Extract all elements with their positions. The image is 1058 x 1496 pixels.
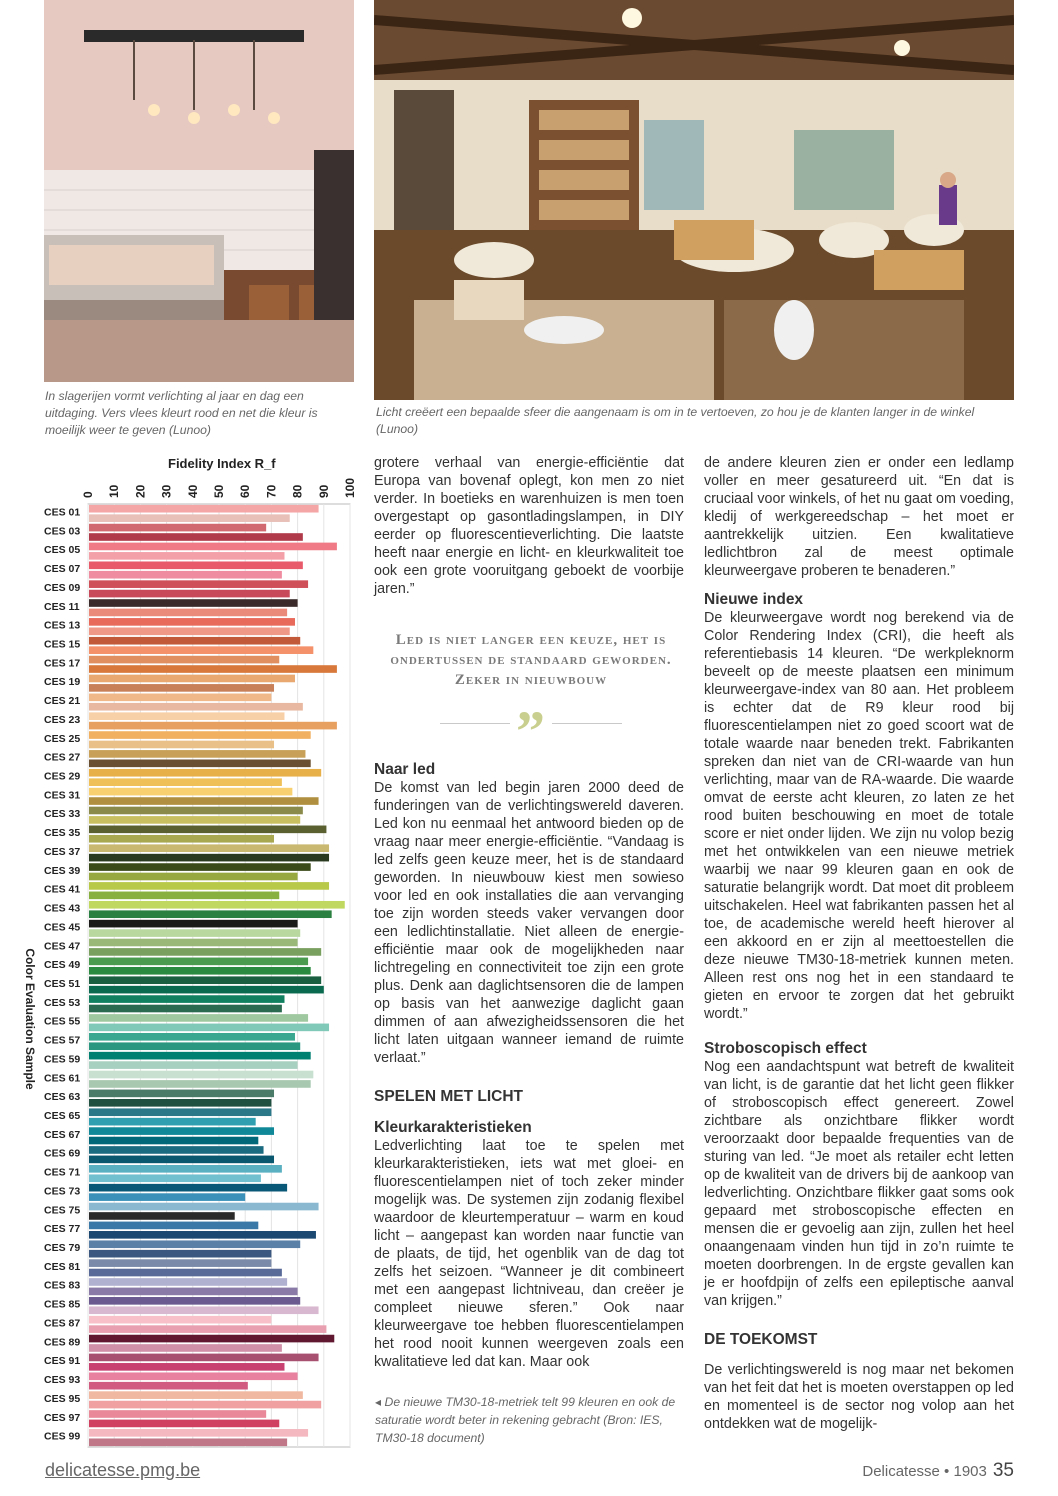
- column-3: [704, 454, 1014, 1433]
- row-label: CES 47: [44, 940, 81, 953]
- bar: [89, 807, 303, 815]
- bar: [89, 1401, 321, 1409]
- heading-stroboscopisch-effect: Stroboscopisch effect: [704, 1040, 867, 1057]
- page-number: 35: [992, 1460, 1014, 1481]
- row-label: CES 45: [44, 921, 81, 934]
- bar: [89, 1127, 274, 1135]
- col2-paragraph-1: grotere verhaal van energie-efficiëntie dat Europa van bovenaf oplegt, kon men zo niet verder. In boetieks en warenhuizen is men toen overgestapt op gasontladingslampen, in DIY eerder op fluorescentieverlichting. Die laatste heeft naar energie en licht- en kleurkwaliteit toe ook een grote vooruitgang geboekt de voorbije jaren.”: [374, 455, 684, 597]
- x-tick-label: 0: [81, 491, 95, 498]
- bar: [89, 514, 290, 522]
- bar: [89, 722, 337, 730]
- bar: [89, 637, 300, 645]
- bar: [89, 580, 308, 588]
- bar: [89, 1288, 298, 1296]
- bar: [89, 1118, 256, 1126]
- x-tick-label: 90: [316, 484, 331, 498]
- bar: [89, 694, 271, 702]
- pull-quote: Led is niet langer een keuze, het is ondertussen de standaard geworden. Zeker in nieuwbouw: [390, 632, 672, 688]
- bar: [89, 1344, 282, 1352]
- x-tick-label: 60: [238, 484, 253, 498]
- x-tick-label: 20: [133, 484, 148, 498]
- heading-kleurkarakteristieken: Kleurkarakteristieken: [374, 1119, 532, 1136]
- row-label: CES 01: [44, 506, 81, 519]
- heading-de-toekomst: DE TOEKOMST: [704, 1331, 818, 1348]
- bar: [89, 1316, 271, 1324]
- row-label: CES 57: [44, 1034, 81, 1047]
- row-label: CES 07: [44, 563, 81, 576]
- bar: [89, 1269, 282, 1277]
- row-label: CES 23: [44, 713, 81, 726]
- bar: [89, 627, 290, 635]
- row-label: CES 73: [44, 1185, 81, 1198]
- bar: [89, 1071, 313, 1079]
- row-label: CES 77: [44, 1223, 81, 1236]
- bar: [89, 1363, 285, 1371]
- bar: [89, 750, 305, 758]
- bar: [89, 561, 303, 569]
- bar: [89, 656, 279, 664]
- chart-title: Fidelity Index R_f: [168, 456, 276, 471]
- bar: [89, 1174, 261, 1182]
- row-label: CES 79: [44, 1242, 81, 1255]
- x-tick-label: 30: [159, 484, 174, 498]
- bar: [89, 1354, 319, 1362]
- bar: [89, 1193, 245, 1201]
- row-label: CES 09: [44, 581, 81, 594]
- row-label: CES 11: [44, 600, 80, 613]
- bar: [89, 1042, 300, 1050]
- bar: [89, 1325, 326, 1333]
- bar: [89, 976, 321, 984]
- bar: [89, 986, 324, 994]
- row-label: CES 65: [44, 1110, 81, 1123]
- col2-paragraph-2: De komst van led begin jaren 2000 deed de funderingen van de verlichtingswereld daveren. Led kon nu eenmaal het antwoord bieden op de vraag naar meer energie-efficiëntie. “Vandaag is led zelfs geen keuze meer, het is de standaard geworden. In nieuwbouw kiest men sowieso voor led en ook installaties die aan vervanging toe zijn worden steeds vaker vervangen door een ledlichtinstallatie. Niet alleen de energie-efficiëntie maar ook de mogelijkheden naar lichtregeling en connectiviteit toe zijn een grote plus. Denk aan daglichtsensoren die de lampen op basis van het aanwezige daglicht gaan dimmen of aan afwezigheidssensoren die het licht laten uitgaan wanneer iemand de ruimte verlaat.”: [374, 780, 684, 1066]
- row-label: CES 99: [44, 1430, 81, 1443]
- row-label: CES 27: [44, 751, 81, 764]
- bar: [89, 609, 287, 617]
- bar: [89, 1137, 258, 1145]
- bar: [89, 854, 329, 862]
- bar: [89, 684, 274, 692]
- row-label: CES 03: [44, 525, 81, 538]
- row-label: CES 41: [44, 883, 81, 896]
- col3-paragraph-2: De kleurweergave wordt nog berekend via de Color Rendering Index (CRI), die heeft als referentiebasis 14 kleuren. “De werkpleknorm beveelt op de meeste plaatsen een minimum kleurweergave-index van 80 aan. Het probleem is echter dat de R9 kleur rood bij fluorescentielampen niet zo goed scoort wat de totale waarde naar beneden trekt. Fabrikanten spreken dan niet van de CRI-waarde van hun verlichting, maar van de RA-waarde. Die waarde omvat de eerste acht kleuren, zo laten ze het rood buiten beschouwing en moet de totale score er niet onder lijden. We zijn nu volop bezig met het ontwikkelen van een nieuwe metriek waarbij we naar 99 kleuren gaan en ook de saturatie belangrijk wordt. Dat moet dit probleem uitschakelen. Heel wat fabrikanten passen het al toe, de academische wereld heeft hierover al een akkoord en er zijn al meettoestellen die deze nieuwe TM30-18-metriek kunnen meten. Alleen rest ons nog het in een standaard te gieten en ervoor te zorgen dat het gebruikt wordt.”: [704, 610, 1014, 1022]
- bar: [89, 769, 321, 777]
- bar: [89, 1231, 316, 1239]
- bar: [89, 1080, 311, 1088]
- footer-url-link[interactable]: delicatesse.pmg.be: [45, 1460, 201, 1480]
- row-label: CES 05: [44, 544, 81, 557]
- bar: [89, 712, 285, 720]
- bar: [89, 1024, 329, 1032]
- caption-right: Licht creëert een bepaalde sfeer die aangenaam is om in te vertoeven, zo hou je de klanten langer in de winkel (Lunoo): [376, 405, 975, 436]
- pullquote-rule-left: [440, 723, 510, 724]
- bar: [89, 1005, 282, 1013]
- bar: [89, 1250, 271, 1258]
- bar: [89, 1438, 287, 1446]
- bar: [89, 1278, 287, 1286]
- bar: [89, 524, 266, 532]
- bar: [89, 1061, 298, 1069]
- bar: [89, 1014, 308, 1022]
- bar: [89, 599, 298, 607]
- row-label: CES 81: [44, 1260, 81, 1273]
- bar: [89, 778, 282, 786]
- bar: [89, 826, 326, 834]
- bar: [89, 1429, 308, 1437]
- bar: [89, 967, 311, 975]
- bar: [89, 901, 345, 909]
- chart-ylabel: Color Evaluation Sample: [23, 948, 37, 1090]
- row-label: CES 91: [44, 1355, 81, 1368]
- bar: [89, 873, 298, 881]
- row-label: CES 21: [44, 695, 81, 708]
- bar: [89, 665, 337, 673]
- x-tick-label: 100: [343, 477, 357, 498]
- bar: [89, 590, 290, 598]
- bar: [89, 920, 298, 928]
- row-label: CES 63: [44, 1091, 81, 1104]
- bar: [89, 675, 295, 683]
- col2-paragraph-3: Ledverlichting laat toe te spelen met kleurkarakteristieken, iets wat met gloei- en fluorescentielampen niet of toch zeker minder mogelijk was. De systemen zijn zodanig flexibel waardoor de kleurtemperatuur – warm en koud licht – aangepast kan worden naar functie van de plaats, de tijd, het ogenblik van de dag tot zelfs het seizoen. “Wanneer je dit combineert met een aangepast lichtniveau, dan creëer je compleet nieuwe sferen.” Ook naar kleurweergave toe hebben fluorescentielampen het rood nooit kunnen weergeven zoals een kwalitatieve led dat kan. Maar ook: [374, 1138, 684, 1370]
- x-tick-label: 80: [290, 484, 305, 498]
- col3-paragraph-3: Nog een aandachtspunt wat betreft de kwaliteit van licht, is de garantie dat het licht geen flikker of stroboscopisch effect genereert. Zowel zichtbare als onzichtbare flikker wordt veroorzaakt door bepaalde frequenties van de sturing van led. “Je moet als retailer echt letten op de kwaliteit van de drivers bij de aankoop van ledverlichting. Onzichtbare flikker gaat soms ook gepaard met stroboscopische effecten en mensen die er gevoelig aan zijn, zullen het heel onaangenaam vinden hun tijd in zo’n ruimte te moeten doorbrengen. In de ergste gevallen kan je er hoofdpijn of zelfs een epileptische aanval van krijgen.”: [704, 1059, 1014, 1309]
- row-label: CES 19: [44, 676, 81, 689]
- bar: [89, 1099, 271, 1107]
- bar: [89, 1420, 279, 1428]
- bar: [89, 835, 274, 843]
- bar: [89, 1203, 319, 1211]
- bar: [89, 863, 311, 871]
- bar: [89, 910, 332, 918]
- butcher-shop-photo: [44, 0, 354, 382]
- bar: [89, 618, 295, 626]
- bar: [89, 1382, 248, 1390]
- bar: [89, 939, 298, 947]
- bar: [89, 1259, 271, 1267]
- row-label: CES 89: [44, 1336, 81, 1349]
- bar: [89, 1335, 334, 1343]
- bar: [89, 892, 279, 900]
- heading-spelen-met-licht: SPELEN MET LICHT: [374, 1088, 523, 1105]
- bar: [89, 1033, 295, 1041]
- bar: [89, 958, 308, 966]
- heading-naar-led: Naar led: [374, 761, 436, 778]
- bar: [89, 741, 274, 749]
- bar: [89, 533, 303, 541]
- row-label: CES 93: [44, 1374, 81, 1387]
- bar: [89, 1297, 300, 1305]
- row-label: CES 43: [44, 902, 81, 915]
- col3-paragraph-1: de andere kleuren zien er onder een ledlamp voller en meer gesatureerd uit. “En dat is cruciaal voor winkels, of het nu gaat om voeding, kledij of werkgereedschap – het moet er aantrekkelijk uitzien. Een kwalitatieve ledlichtbron zal de meest optimale kleurweergave proberen te benaderen.”: [704, 455, 1014, 579]
- bar: [89, 543, 337, 551]
- footer-issue: Delicatesse • 1903: [862, 1463, 987, 1480]
- row-label: CES 15: [44, 638, 81, 651]
- row-label: CES 85: [44, 1298, 81, 1311]
- row-label: CES 37: [44, 845, 81, 858]
- row-label: CES 39: [44, 864, 81, 877]
- row-label: CES 83: [44, 1279, 81, 1292]
- figure-note-text: De nieuwe TM30-18-metriek telt 99 kleuren en ook de saturatie wordt beter in rekening gebracht (Bron: IES, TM30-18 document): [375, 1395, 676, 1445]
- row-label: CES 49: [44, 959, 81, 972]
- row-label: CES 29: [44, 770, 81, 783]
- bar: [89, 731, 311, 739]
- bar: [89, 1108, 271, 1116]
- row-label: CES 17: [44, 657, 81, 670]
- row-label: CES 95: [44, 1392, 81, 1405]
- chart-plot: [20, 452, 360, 1452]
- row-label: CES 13: [44, 619, 81, 632]
- row-label: CES 53: [44, 996, 81, 1009]
- bar: [89, 948, 321, 956]
- bar: [89, 1212, 235, 1220]
- bar: [89, 1090, 274, 1098]
- bar: [89, 929, 300, 937]
- bar: [89, 844, 329, 852]
- row-label: CES 25: [44, 732, 81, 745]
- bar: [89, 995, 285, 1003]
- fidelity-chart: [20, 452, 360, 1452]
- bar: [89, 505, 319, 513]
- row-label: CES 33: [44, 808, 81, 821]
- col3-paragraph-4: De verlichtingswereld is nog maar net bekomen van het feit dat het is moeten overstappen op led en momenteel is de sector nog volop aan het ontdekken wat de mogelijk-: [704, 1362, 1014, 1432]
- bar: [89, 1391, 303, 1399]
- row-label: CES 87: [44, 1317, 81, 1330]
- column-2-bottom: [374, 760, 684, 1371]
- row-label: CES 35: [44, 827, 81, 840]
- bar: [89, 1052, 311, 1060]
- row-label: CES 59: [44, 1053, 81, 1066]
- bar: [89, 1146, 264, 1154]
- heading-nieuwe-index: Nieuwe index: [704, 591, 804, 608]
- quote-mark-icon: ”: [516, 699, 545, 764]
- footer-page-info: [862, 1460, 1014, 1482]
- x-tick-label: 50: [212, 484, 226, 498]
- figure-note: [375, 1393, 680, 1447]
- bar: [89, 1306, 319, 1314]
- bar: [89, 760, 311, 768]
- row-label: CES 61: [44, 1072, 81, 1085]
- delicatessen-interior-photo: [374, 0, 1014, 400]
- bar: [89, 816, 300, 824]
- row-label: CES 69: [44, 1147, 81, 1160]
- x-tick-label: 10: [107, 484, 122, 498]
- row-label: CES 75: [44, 1204, 81, 1217]
- bar: [89, 1410, 266, 1418]
- row-label: CES 31: [44, 789, 81, 802]
- bar: [89, 882, 329, 890]
- row-label: CES 97: [44, 1411, 81, 1424]
- caption-left: In slagerijen vormt verlichting al jaar en dag een uitdaging. Vers vlees kleurt rood en net die kleur is moeilijk weer te geven (Lunoo): [45, 389, 318, 437]
- bar: [89, 571, 282, 579]
- bar: [89, 646, 313, 654]
- bar: [89, 1165, 282, 1173]
- bar: [89, 703, 303, 711]
- x-tick-label: 70: [264, 484, 279, 498]
- bar: [89, 788, 292, 796]
- bar: [89, 1222, 258, 1230]
- bar: [89, 1184, 287, 1192]
- caret-left-icon: ◂: [375, 1395, 382, 1409]
- bar: [89, 1240, 300, 1248]
- row-label: CES 55: [44, 1015, 81, 1028]
- bar: [89, 1156, 274, 1164]
- pullquote-rule-right: [552, 723, 622, 724]
- bar: [89, 552, 285, 560]
- row-label: CES 51: [44, 977, 81, 990]
- x-tick-label: 40: [185, 484, 200, 498]
- bar: [89, 797, 319, 805]
- row-label: CES 67: [44, 1128, 81, 1141]
- bar: [89, 1372, 298, 1380]
- column-2-top: [374, 454, 684, 598]
- row-label: CES 71: [44, 1166, 81, 1179]
